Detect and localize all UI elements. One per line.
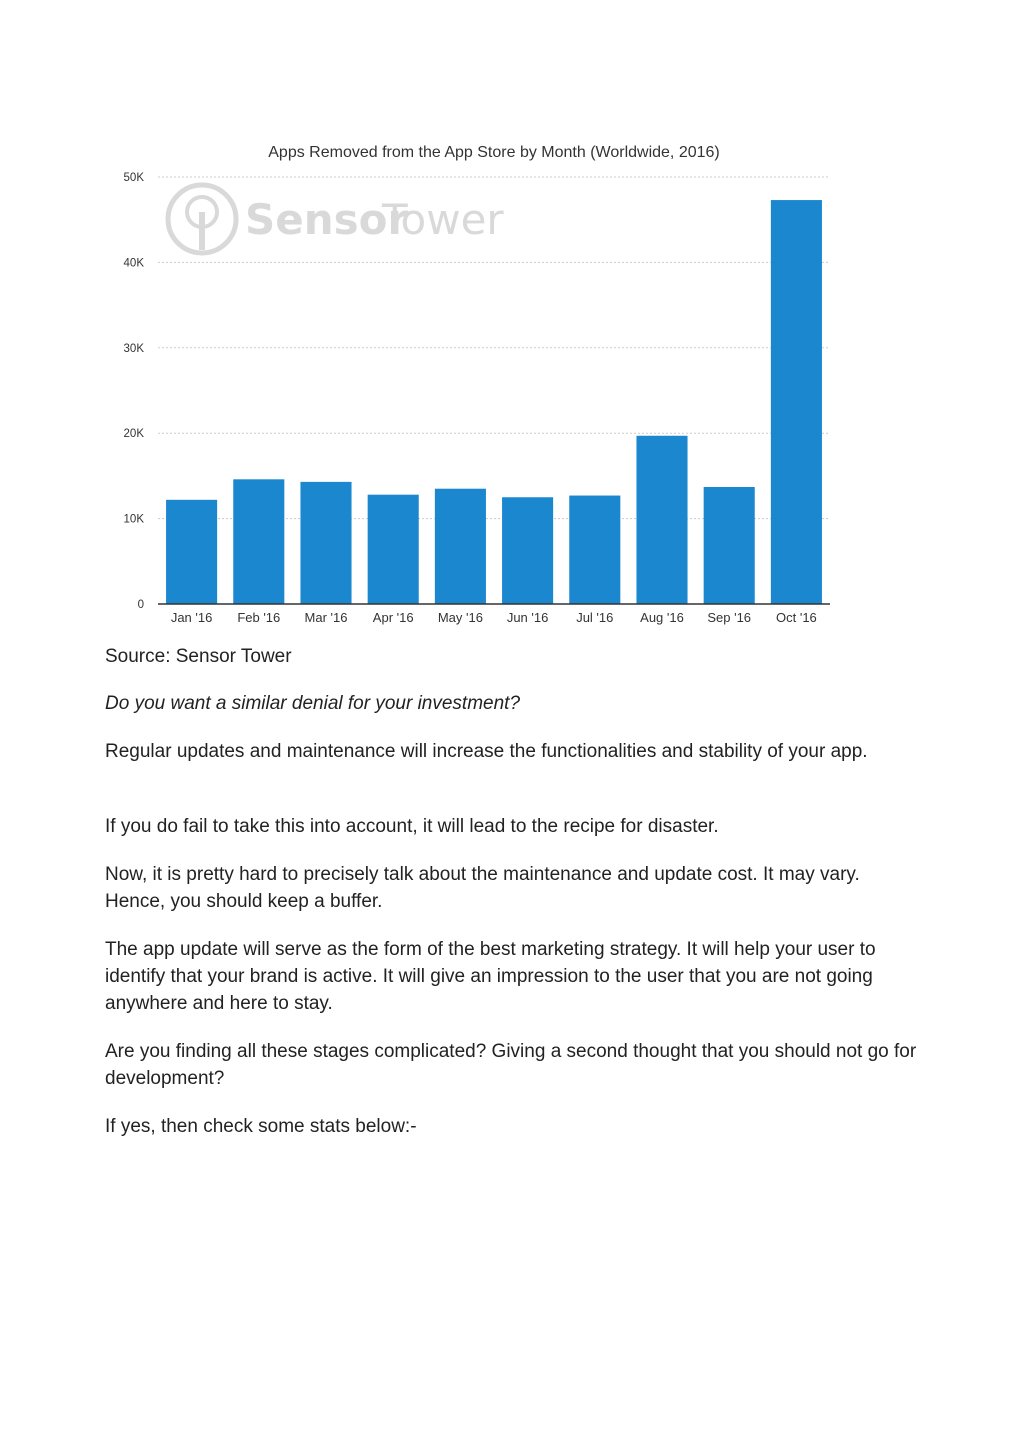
bar	[300, 482, 351, 604]
x-tick-label: May '16	[437, 610, 483, 625]
question-line	[105, 690, 925, 717]
bar	[233, 479, 284, 604]
paragraph-6	[105, 1113, 925, 1140]
x-tick-label: Apr '16	[372, 610, 414, 625]
paragraph-5	[105, 1038, 925, 1092]
paragraph-text: Are you finding all these stages complicated? Giving a second thought that you should not go for development?	[105, 1041, 917, 1089]
paragraph-text: The app update will serve as the form of the best marketing strategy. It will help your user to identify that your brand is active. It will give an impression to the user that you are not going anywhere and here to stay.	[105, 939, 876, 1014]
bar	[636, 436, 687, 604]
x-tick-label: Oct '16	[776, 610, 817, 625]
y-tick-label: 40K	[123, 257, 144, 270]
x-tick-label: Jun '16	[506, 610, 549, 625]
chart-title: Apps Removed from the App Store by Month (Worldwide, 2016)	[268, 144, 720, 161]
bar	[368, 495, 419, 604]
bar	[704, 487, 755, 604]
y-tick-label: 20K	[123, 428, 144, 441]
question-text: Do you want a similar denial for your investment?	[105, 693, 521, 714]
bar	[569, 496, 620, 604]
paragraph-1	[105, 738, 925, 765]
chart-canvas	[100, 138, 840, 632]
source-line	[105, 643, 925, 670]
paragraph-text: Regular updates and maintenance will increase the functionalities and stability of your app.	[105, 741, 868, 762]
paragraph-text: Now, it is pretty hard to precisely talk about the maintenance and update cost. It may vary. Hence, you should keep a buffer.	[105, 864, 860, 912]
paragraph-4	[105, 936, 925, 1017]
x-tick-label: Sep '16	[707, 610, 752, 625]
paragraph-3	[105, 861, 925, 915]
y-tick-label: 0	[137, 599, 144, 611]
y-tick-label: 10K	[123, 513, 144, 526]
x-tick-label: Feb '16	[237, 610, 281, 625]
watermark-text-bold: Sensor	[245, 195, 409, 244]
bar	[166, 500, 217, 604]
watermark	[168, 185, 504, 253]
source-text: Source: Sensor Tower	[105, 646, 292, 667]
x-tick-label: Jan '16	[170, 610, 213, 625]
y-tick-label: 30K	[123, 342, 144, 355]
paragraph-2	[105, 813, 925, 840]
x-tick-label: Jul '16	[576, 610, 614, 625]
x-tick-label: Aug '16	[640, 610, 684, 625]
watermark-text-light: Tower	[382, 195, 504, 244]
bar	[435, 489, 486, 604]
bar	[771, 200, 822, 604]
y-tick-label: 50K	[123, 172, 144, 184]
bar-chart	[100, 138, 840, 632]
sensor-tower-logo-icon	[168, 185, 236, 253]
paragraph-text: If yes, then check some stats below:-	[105, 1116, 417, 1137]
x-tick-label: Mar '16	[304, 610, 348, 625]
bar	[502, 497, 553, 604]
paragraph-text: If you do fail to take this into account, it will lead to the recipe for disaster.	[105, 816, 719, 837]
